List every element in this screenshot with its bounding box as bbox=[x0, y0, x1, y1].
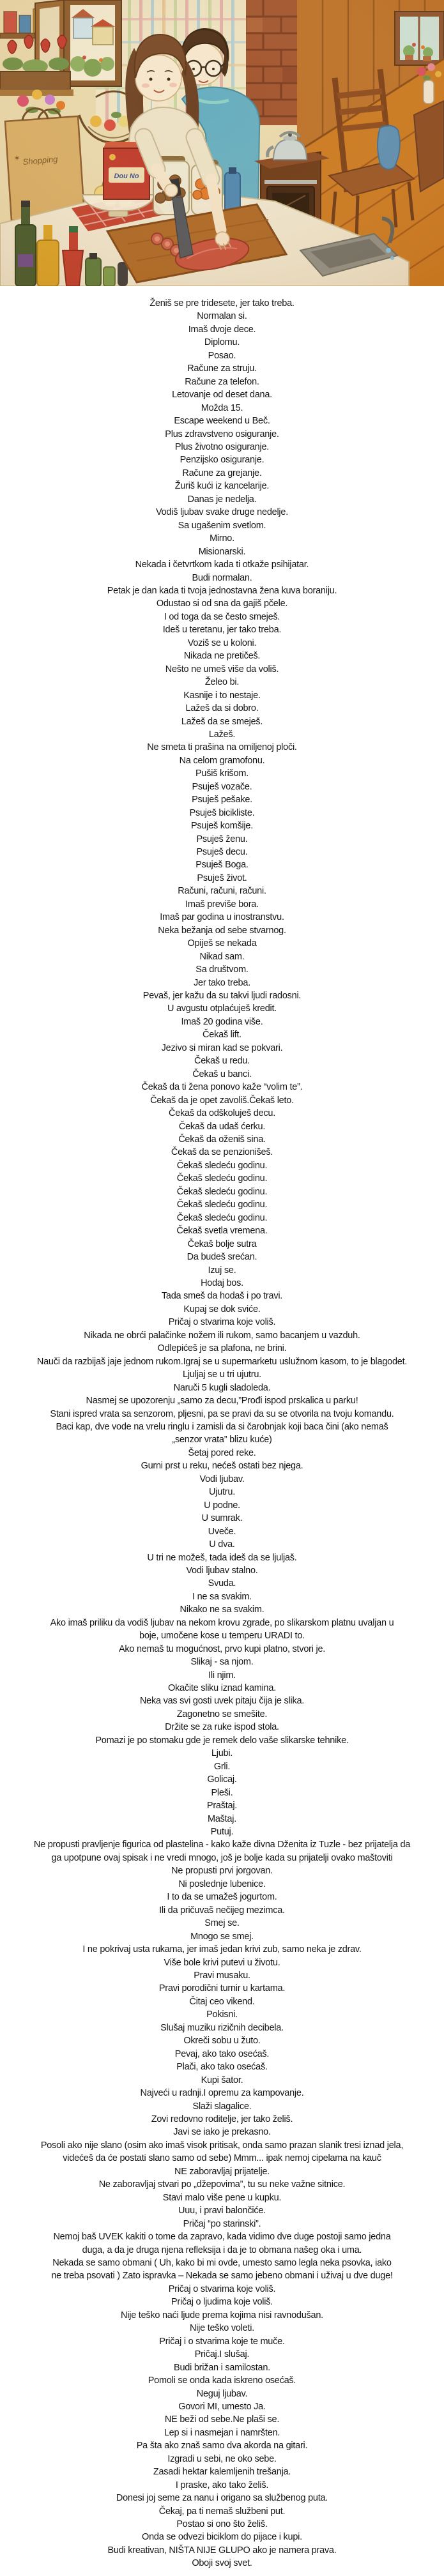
poem-line: Ženiš se pre tridesete, jer tako treba. bbox=[149, 298, 295, 309]
poem-line: Okačite sliku iznad kamina. bbox=[168, 1683, 276, 1694]
poem-line: duga, a da je druga njena refleksija i da je to obmana našeg oka i uma. bbox=[82, 2244, 362, 2255]
poem-line: Hodaj bos. bbox=[201, 1277, 243, 1288]
poem-line: Psuješ život. bbox=[197, 873, 247, 883]
poem-line: Jezivo si miran kad se pokvari. bbox=[161, 1042, 283, 1053]
illustration-svg bbox=[0, 0, 444, 286]
poem-line: Nekada i četvrtkom kada ti otkaže psihijatar. bbox=[135, 560, 309, 570]
poem-line: Čekaš da oženiš sina. bbox=[178, 1134, 266, 1145]
poem-line: Da budeš srećan. bbox=[187, 1252, 257, 1263]
poem-line: Žuriš kući iz kancelarije. bbox=[174, 481, 270, 492]
poem-line: Psuješ pešake. bbox=[192, 795, 252, 805]
poem-line: Nikako ne sa svakim. bbox=[180, 1604, 264, 1615]
poem-line: Postao si ono što želiš. bbox=[176, 2519, 268, 2530]
poem-line: Stani ispred vrata sa senzorom, pljesni, pa se pravi da su se otvorila na tvoju komandu. bbox=[50, 1408, 394, 1419]
poem-line: Nikada ne obrći palačinke nožem ili rukom, samo bacanjem u vazduh. bbox=[84, 1330, 360, 1341]
poem-line: Izuj se. bbox=[208, 1265, 236, 1276]
poem-line: Grli. bbox=[213, 1761, 231, 1772]
poem-line: Čekaš da se penzionišeš. bbox=[171, 1147, 273, 1158]
poem-line: Naruči 5 kugli sladoleda. bbox=[173, 1382, 271, 1393]
poem-line: Čekaš sledeću godinu. bbox=[176, 1200, 268, 1210]
poem-line: Uuu, i pravi balončiće. bbox=[178, 2206, 266, 2216]
poem-line: Pričaj o stvarima koje voliš. bbox=[168, 1317, 276, 1328]
poem-line: Pušiš krišom. bbox=[195, 768, 249, 779]
poem-line: Pevaš, jer kažu da su takvi ljudi radosni. bbox=[142, 991, 302, 1002]
poem-line: Posoli ako nije slano (osim ako imaš visok pritisak, onda samo prazan slanik tresi iznad jela, bbox=[40, 2140, 404, 2151]
poem-line: Nauči da razbijaš jaje jednom rukom.Igraj se u supermarketu uslužnom kasom, to je blagodet. bbox=[36, 1356, 408, 1367]
poem-line: Imaš par godina u inostranstvu. bbox=[160, 912, 284, 923]
poem-line: Pevaj, ako tako osećaš. bbox=[174, 2048, 270, 2059]
poem-line: Račune za telefon. bbox=[185, 376, 259, 387]
poem-line: Čekaj, pa ti nemaš službeni put. bbox=[158, 2506, 286, 2517]
poem-line: Odustao si od sna da gajiš pčele. bbox=[156, 598, 288, 609]
poem-line: Psuješ Boga. bbox=[195, 860, 249, 871]
poem-line: Praštaj. bbox=[206, 1801, 238, 1811]
poem-line: Čekaš bolje sutra bbox=[187, 1238, 257, 1249]
poem-line: Više bole krivi putevi u životu. bbox=[164, 1957, 280, 1968]
poem-line: Čekaš sledeću godinu. bbox=[176, 1173, 268, 1184]
poem-line: Plus zdravstveno osiguranje. bbox=[165, 429, 279, 439]
poem-line: Lažeš da se smeješ. bbox=[181, 716, 263, 727]
poem-line: Kasnije i to nestaje. bbox=[183, 690, 261, 701]
poem-line: Posao. bbox=[208, 350, 236, 361]
poem-line: Nemoj baš UVEK kakiti o tome da zapravo, kada vidimo dve duge postoji samo jedna bbox=[53, 2232, 391, 2243]
poem-line: Ako nemaš tu mogućnost, prvo kupi platno, stvori je. bbox=[118, 1643, 326, 1654]
poem-line: Čekaš svetla vremena. bbox=[176, 1226, 268, 1237]
poem-line: Pomazi je po stomaku gde je remek delo vaše slikarske tehnike. bbox=[95, 1735, 349, 1746]
poem-line: NE zaboravljaj prijatelje. bbox=[174, 2166, 270, 2177]
poem-line: Računi, računi, računi. bbox=[178, 886, 266, 897]
poem-line: Pričaj o stvarima koje voliš. bbox=[168, 2283, 276, 2294]
poem-line: U avgustu otplaćuješ kredit. bbox=[167, 1003, 277, 1014]
poem-line: Baci kap, dve vode na vrelu ringlu i zamisli da si čarobnjak koji baca čini (ako nemaš bbox=[56, 1421, 388, 1432]
poem-line: „senzor vrata” blizu kuće) bbox=[172, 1435, 272, 1445]
poem-line: Imaš previše bora. bbox=[185, 899, 259, 910]
poem-line: Čekaš u redu. bbox=[194, 1056, 250, 1067]
poem-line: U tri ne možeš, tada ideš da se ljuljaš. bbox=[147, 1552, 297, 1563]
poem-line: Budi kreativan, NIŠTA NIJE GLUPO ako je namera prava. bbox=[107, 2545, 337, 2556]
poem-line: Pa šta ako znaš samo dva akorda na gitari. bbox=[136, 2441, 308, 2451]
poem-line: Čitaj ceo vikend. bbox=[189, 1996, 255, 2007]
poem-line: Čekaš sledeću godinu. bbox=[176, 1160, 268, 1171]
poem-line: Vodi ljubav stalno. bbox=[186, 1565, 258, 1576]
poem-line: Ne zaboravljaj stvari po „džepovima”, tu su neke važne sitnice. bbox=[98, 2179, 346, 2190]
poem-line: Neguj ljubav. bbox=[196, 2388, 248, 2399]
poem-line: Neka vas svi gosti uvek pitaju čija je slika. bbox=[139, 1696, 305, 1707]
poem-line: Ili da pričuvaš nečijeg mezimca. bbox=[159, 1905, 285, 1916]
poem-line: I praske, ako tako želiš. bbox=[175, 2480, 269, 2490]
poem-line: Pokisni. bbox=[206, 2009, 238, 2020]
warm-light-overlay bbox=[0, 0, 444, 286]
poem-line: Ideš u teretanu, jer tako treba. bbox=[162, 625, 282, 636]
poem-line: Nikada ne pretičeš. bbox=[183, 651, 261, 662]
poem-line: Tada smeš da hodaš i po travi. bbox=[161, 1291, 283, 1302]
poem-line: Čekaš sledeću godinu. bbox=[176, 1212, 268, 1223]
poem-line: Čekaš da udaš ćerku. bbox=[178, 1121, 266, 1132]
poem-line: videćeš da će postati slano samo od sebe) Mmm... ipak nemoj cipelama na kauč bbox=[63, 2153, 381, 2164]
poem-line: Neka bežanja od sebe stvarnog. bbox=[158, 925, 286, 936]
poem-line: Pleši. bbox=[211, 1787, 233, 1798]
poem-line: Zasadi hektar kalemljenih trešanja. bbox=[153, 2467, 291, 2478]
poem-line: ga upotpune ovaj spisak i ne vredi mnogo, još je bolje kada su prijatelji ovako maštoviti bbox=[51, 1852, 393, 1863]
poem-line: Sa ugašenim svetlom. bbox=[178, 520, 266, 531]
poem-line: Plači, ako tako osećaš. bbox=[176, 2062, 268, 2073]
kitchen-couple-illustration bbox=[0, 0, 444, 286]
poem-line: Pričaj “po starinski”. bbox=[183, 2218, 261, 2229]
poem-line: Mirno. bbox=[210, 533, 234, 544]
poem-line: Na celom gramofonu. bbox=[179, 755, 265, 766]
poem-line: Možda 15. bbox=[201, 402, 243, 413]
poem-line: Svuda. bbox=[208, 1578, 236, 1589]
poem-line: Sa društvom. bbox=[195, 964, 249, 975]
poem-line: Račune za grejanje. bbox=[182, 468, 262, 478]
poem-line: Želeo bi. bbox=[204, 677, 240, 688]
poem-line: Govori MI, umesto Ja. bbox=[178, 2401, 266, 2412]
poem-line: Vodi ljubav. bbox=[199, 1474, 245, 1484]
poem-line: Pomoli se onda kada iskreno osećaš. bbox=[148, 2375, 296, 2386]
poem-line: U podne. bbox=[204, 1500, 240, 1511]
poem-line: Golicaj. bbox=[207, 1774, 237, 1785]
poem-line: Psuješ bicikliste. bbox=[189, 807, 255, 818]
poem-line: Izgradi u sebi, ne oko sebe. bbox=[167, 2453, 277, 2464]
poem-line: Penzijsko osiguranje. bbox=[180, 455, 264, 466]
poem-line: Ni poslednje lubenice. bbox=[178, 1879, 266, 1889]
poem-line: Čekaš da ti žena ponovo kaže “volim te”. bbox=[141, 1082, 303, 1093]
poem-line: Lažeš da si dobro. bbox=[185, 703, 259, 714]
poem-line: I ne pokrivaj usta rukama, jer imaš jedan krivi zub, samo neka je zdrav. bbox=[82, 1944, 362, 1955]
poem-line: Čekaš u banci. bbox=[192, 1069, 252, 1079]
poem-line: U dva. bbox=[209, 1539, 235, 1550]
poem-line: Stavi malo više pene u kupku. bbox=[162, 2192, 282, 2203]
poem-line: Šetaj pored reke. bbox=[188, 1447, 256, 1458]
poem-line: Čekaš da je opet zavoliš.Čekaš leto. bbox=[150, 1095, 294, 1106]
poem-line: Okreči sobu u žuto. bbox=[183, 2036, 261, 2046]
poem-line: Oboji svoj svet. bbox=[192, 2558, 252, 2569]
poem-line: Voziš se u koloni. bbox=[187, 637, 257, 648]
poem-line: Escape weekend u Beč. bbox=[174, 416, 270, 427]
poem-line: Kupi šator. bbox=[201, 2075, 243, 2085]
poem-line: Pričaj i o stvarima koje te muče. bbox=[159, 2336, 285, 2347]
poem-line: Lažeš. bbox=[208, 729, 236, 740]
poem-line: Psuješ komšije. bbox=[191, 821, 253, 832]
poem-line: Pričaj.I slušaj. bbox=[194, 2349, 250, 2360]
poem-line: Držite se za ruke ispod stola. bbox=[165, 1722, 279, 1733]
poem-line: Imaš 20 godina više. bbox=[181, 1016, 263, 1027]
poem-line: Diplomu. bbox=[204, 337, 240, 348]
poem-line: Čekaš lift. bbox=[203, 1030, 241, 1040]
poem-line: U sumrak. bbox=[201, 1513, 243, 1524]
poem-line: boje, umočene kose u temperu URADI to. bbox=[139, 1631, 305, 1642]
poem-line: Nešto ne umeš više da voliš. bbox=[165, 664, 279, 674]
poem-line: Slušaj muziku rizičnih decibela. bbox=[160, 2022, 284, 2033]
poem-line: Slaži slagalice. bbox=[192, 2101, 252, 2112]
poem-line: Lep si i nasmejan i namršten. bbox=[164, 2427, 280, 2438]
poem-line: Onda se odvezi biciklom do pijace i kupi. bbox=[142, 2532, 302, 2543]
poem-line: Plus životno osiguranje. bbox=[174, 441, 270, 452]
bag-label: Shopping bbox=[22, 154, 59, 167]
poem-line: Ne propusti prvi jorgovan. bbox=[171, 1866, 273, 1877]
poem-line: Budi normalan. bbox=[192, 572, 252, 583]
poem-line: Ili njim. bbox=[208, 1670, 236, 1680]
poem-line: ne treba psovati ) Zato ispravka – Nekada se samo jebeno obmani i uživaj u dve duge! bbox=[51, 2271, 393, 2282]
poem-line: Misionarski. bbox=[198, 546, 246, 557]
poem-line: Pravi porodični turnir u kartama. bbox=[158, 1983, 286, 1994]
poem-line: Imaš dvoje dece. bbox=[188, 324, 256, 335]
poem-line: Ne smeta ti prašina na omiljenoj ploči. bbox=[147, 742, 297, 753]
poem-line: Javi se iako je prekasno. bbox=[173, 2127, 271, 2138]
poem-line: Pravi musaku. bbox=[194, 1970, 250, 1981]
poem-line: Putuj. bbox=[210, 1827, 234, 1838]
poem-line: I od toga da se često smeješ. bbox=[164, 611, 280, 622]
poem-line: Nekada se samo obmani ( Uh, kako bi mi ovde, umesto samo legla neka psovka, iako bbox=[52, 2257, 392, 2268]
poem-line: Donesi joj seme za nanu i origano sa službenog puta. bbox=[116, 2493, 328, 2504]
poem-line: Mnogo se smej. bbox=[190, 1931, 254, 1942]
poem-line: Nije teško voleti. bbox=[189, 2323, 255, 2334]
poem-line: Ljuljaj se u tri ujutru. bbox=[183, 1369, 261, 1380]
poem-line: Petak je dan kada ti tvoja jednostavna žena kuva boraniju. bbox=[107, 585, 337, 596]
poem-line: Jer tako treba. bbox=[194, 977, 250, 988]
poem-line: Čekaš sledeću godinu. bbox=[176, 1186, 268, 1197]
poem-line: Psuješ ženu. bbox=[196, 834, 248, 844]
poem-line: Zovi redovno roditelje, jer tako želiš. bbox=[151, 2114, 293, 2124]
poem-line: Psuješ decu. bbox=[196, 847, 248, 858]
poem-line: Čekaš da odškoluješ decu. bbox=[168, 1108, 276, 1119]
poem-line: Slikaj - sa njom. bbox=[190, 1657, 254, 1668]
poem-line: Uveče. bbox=[208, 1526, 236, 1537]
poem-line: Danas je nedelja. bbox=[187, 494, 257, 505]
poem-line: Odlepićeš je sa plafona, ne brini. bbox=[157, 1343, 287, 1354]
poem-line: I ne sa svakim. bbox=[192, 1591, 252, 1602]
poem-line: I to da se umažeš jogurtom. bbox=[167, 1892, 277, 1903]
poem-line: Maštaj. bbox=[208, 1813, 236, 1824]
poem-line: Ne propusti pravljenje figurica od plastelina - kako kaže divna Dženita iz Tuzle - bez prijatelja da bbox=[33, 1840, 411, 1850]
poem-line: NE beži od sebe.Ne plaši se. bbox=[164, 2414, 280, 2425]
poem-line: Gurni prst u reku, nećeš ostati bez njega. bbox=[141, 1461, 303, 1472]
poem-text-block bbox=[0, 286, 444, 2570]
poem-line: Nasmej se upozorenju „samo za decu,”Prođi ispod prskalica u parku! bbox=[86, 1396, 358, 1406]
poem-line: Račune za struju. bbox=[187, 363, 257, 374]
poem-line: Vodiš ljubav svake druge nedelje. bbox=[156, 507, 288, 518]
poem-line: Ako imaš priliku da vodiš ljubav na nekom krovu zgrade, po slikarskom platnu uvaljan u bbox=[50, 1617, 394, 1628]
poem-line: Kupaj se dok sviće. bbox=[183, 1304, 261, 1315]
box-label: Dou No bbox=[114, 172, 139, 180]
poem-line: Psuješ vozače. bbox=[192, 781, 252, 792]
poem-line: Letovanje od deset dana. bbox=[172, 390, 272, 400]
poem-line: Normalan si. bbox=[197, 311, 247, 322]
poem-line: Nije teško naći ljude prema kojima nisi ravnodušan. bbox=[121, 2310, 323, 2321]
poem-line: Smej se. bbox=[204, 1918, 240, 1929]
poem-line: Budi brižan i samilostan. bbox=[174, 2362, 270, 2373]
poem-line: Pričaj o ljudima koje voliš. bbox=[171, 2297, 273, 2308]
poem-line: Opiješ se nekada bbox=[187, 938, 257, 949]
poem-line: Zagonetno se smešite. bbox=[176, 1709, 268, 1719]
poem-line: Ujutru. bbox=[209, 1487, 235, 1498]
poem-line: Ljubi. bbox=[211, 1748, 233, 1759]
star-icon: ✶ bbox=[13, 153, 21, 163]
poem-line: Nikad sam. bbox=[199, 951, 245, 962]
poem-line: Najveći u radnji.I opremu za kampovanje. bbox=[140, 2088, 304, 2099]
